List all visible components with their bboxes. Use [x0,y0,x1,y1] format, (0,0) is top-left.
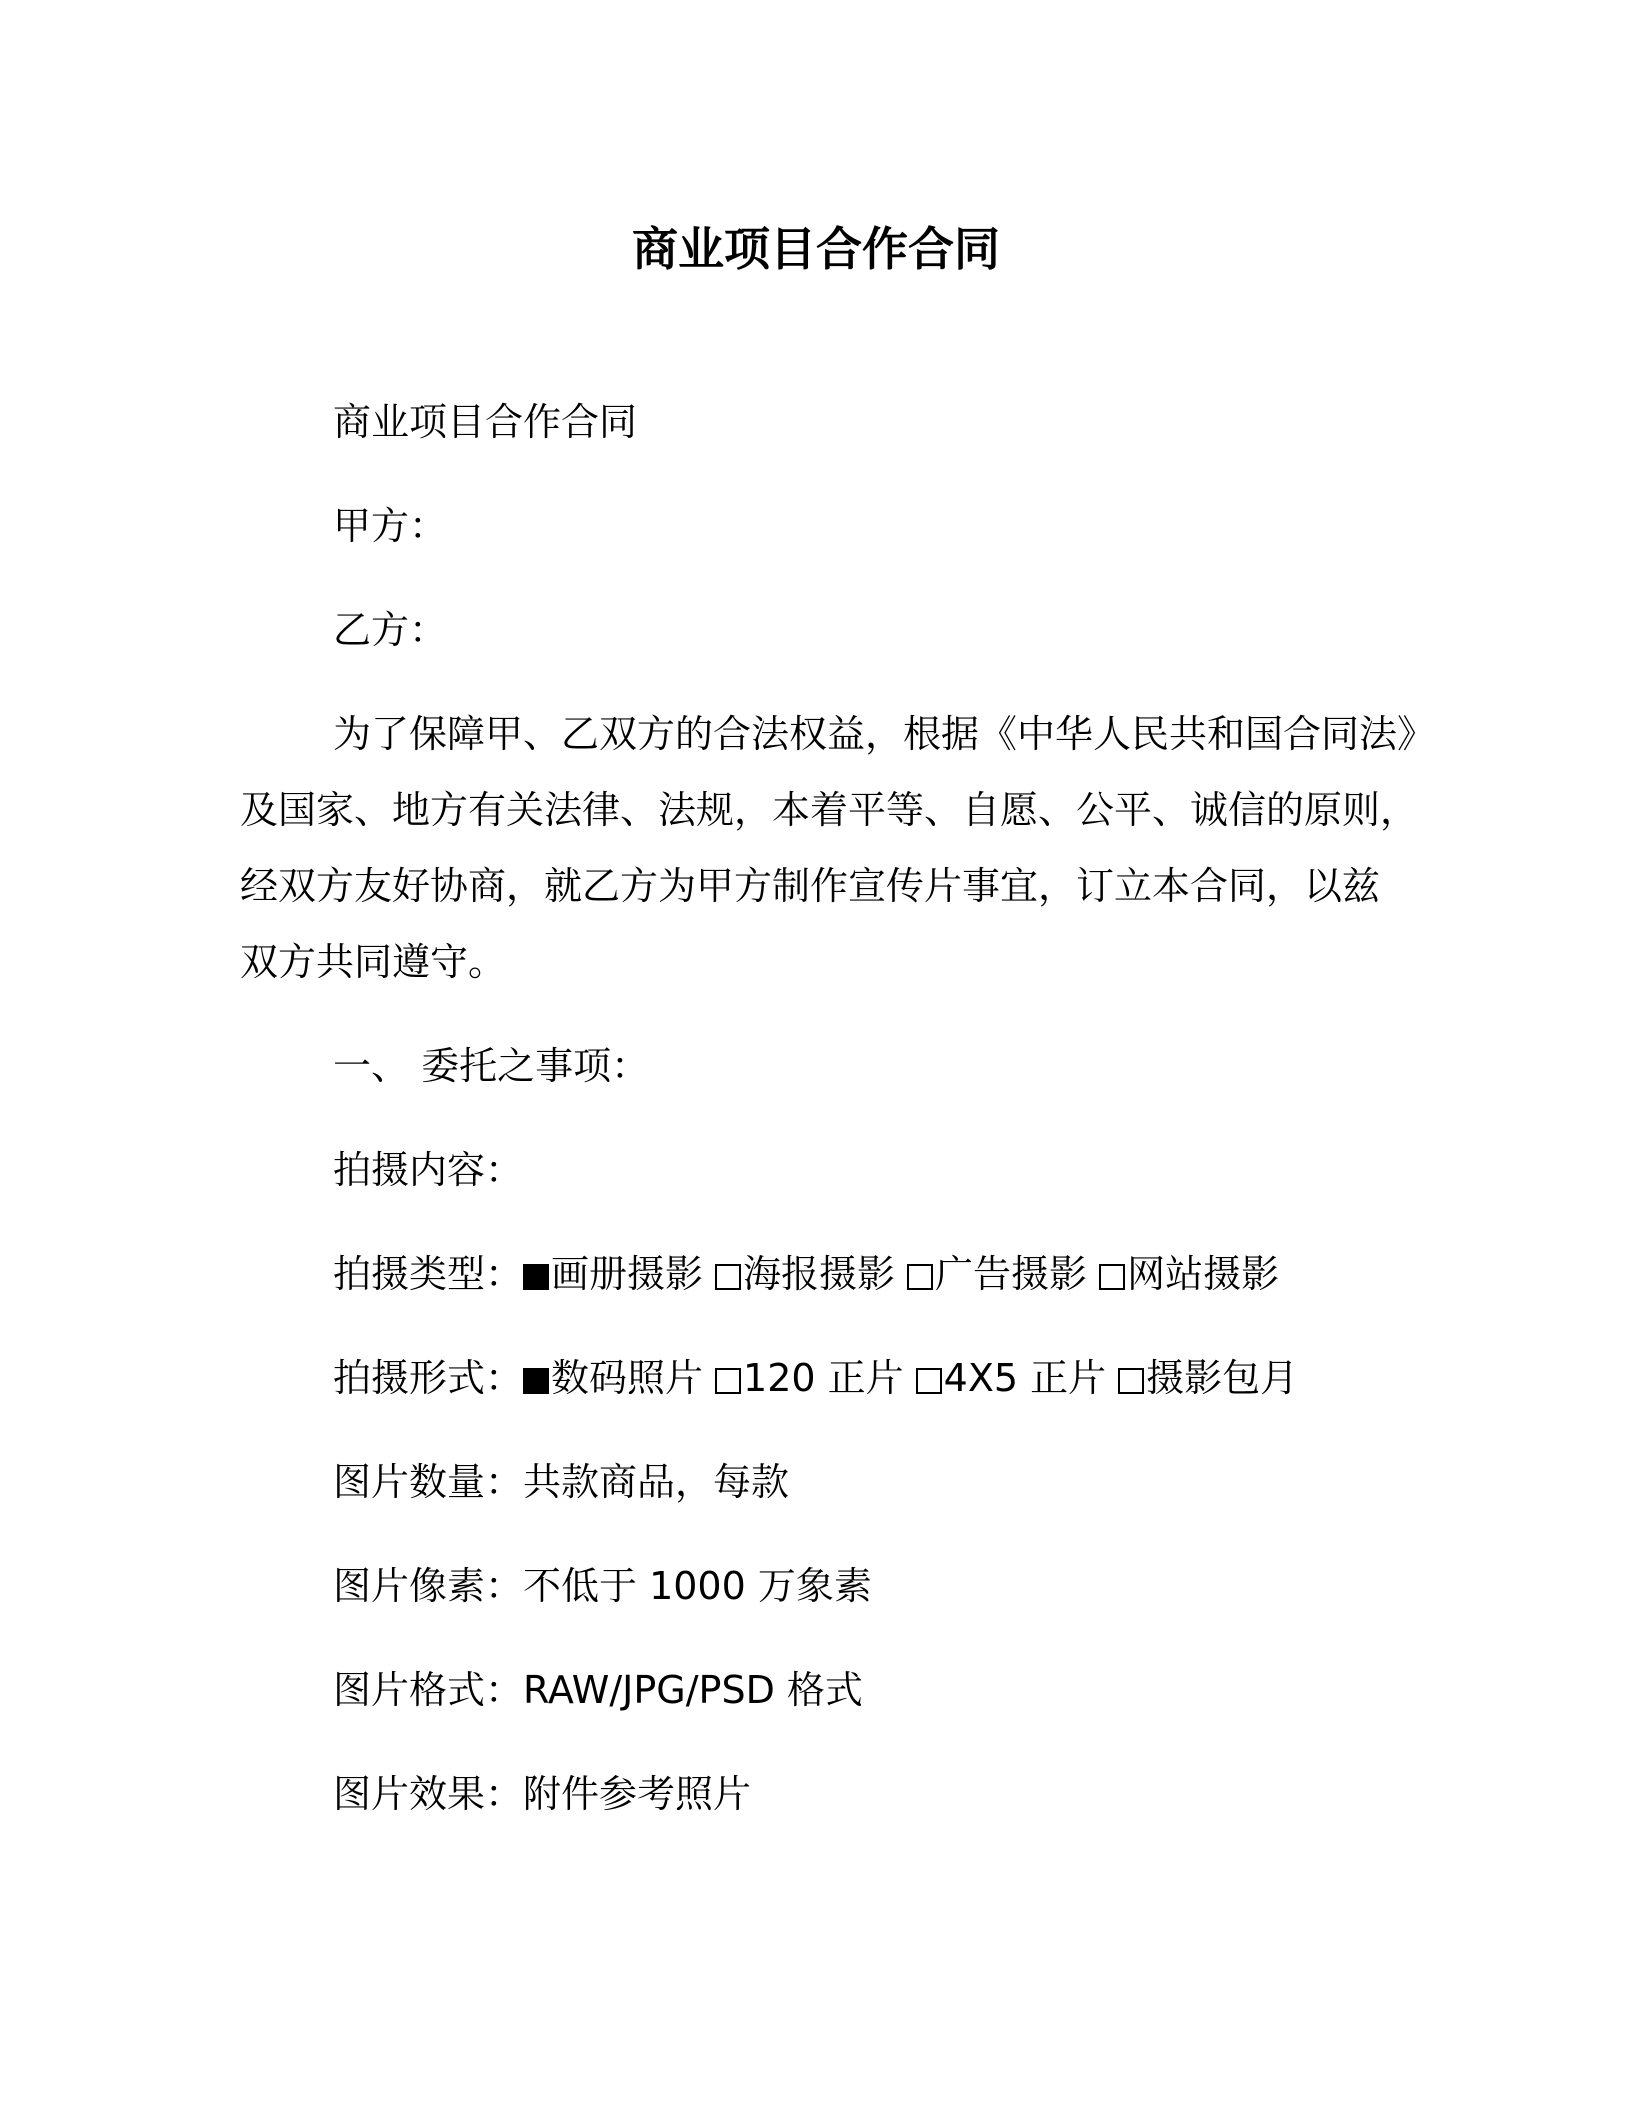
preamble-line-4: 双方共同遵守。 [240,940,507,984]
unchecked-box-icon[interactable] [1099,1264,1125,1290]
document-subtitle: 商业项目合作合同 [333,400,638,444]
unchecked-box-icon[interactable] [916,1368,942,1394]
shoot-type-option-album[interactable] [523,1252,703,1296]
shoot-form-option-120[interactable] [715,1356,904,1400]
unchecked-box-icon[interactable] [907,1264,933,1290]
document-title: 商业项目合作合同 [632,222,1000,276]
option-label: 海报摄影 [743,1252,896,1296]
option-label: 120 正片 [743,1356,904,1400]
option-label: 画册摄影 [551,1252,704,1296]
option-label: 网站摄影 [1127,1252,1280,1296]
option-label: 摄影包月 [1146,1356,1299,1400]
shoot-type-row [333,1248,1279,1300]
image-pixels-line: 图片像素：不低于 1000 万象素 [333,1564,872,1608]
shoot-form-option-digital[interactable] [523,1356,703,1400]
option-label: 数码照片 [551,1356,704,1400]
unchecked-box-icon[interactable] [715,1368,741,1394]
party-a-label: 甲方： [333,504,448,548]
checked-box-icon[interactable] [523,1264,549,1290]
shoot-form-option-4x5[interactable] [916,1356,1106,1400]
shoot-content-label: 拍摄内容： [333,1148,524,1192]
image-effect-line: 图片效果：附件参考照片 [333,1772,752,1816]
unchecked-box-icon[interactable] [1118,1368,1144,1394]
section-1-heading: 一、 委托之事项： [333,1044,650,1088]
shoot-type-option-web[interactable] [1099,1252,1279,1296]
shoot-type-option-ad[interactable] [907,1252,1087,1296]
preamble-line-3: 经双方友好协商，就乙方为甲方制作宣传片事宜，订立本合同，以兹 [240,864,1381,908]
shoot-type-label: 拍摄类型： [333,1252,524,1296]
image-count-line: 图片数量：共款商品，每款 [333,1460,790,1504]
shoot-form-option-monthly[interactable] [1118,1356,1298,1400]
unchecked-box-icon[interactable] [715,1264,741,1290]
preamble-line-2: 及国家、地方有关法律、法规，本着平等、自愿、公平、诚信的原则， [240,788,1419,832]
shoot-form-label: 拍摄形式： [333,1356,524,1400]
checked-box-icon[interactable] [523,1368,549,1394]
party-b-label: 乙方： [333,608,448,652]
shoot-form-row [333,1352,1298,1404]
shoot-type-option-poster[interactable] [715,1252,895,1296]
option-label: 广告摄影 [935,1252,1088,1296]
preamble-line-1: 为了保障甲、乙双方的合法权益，根据《中华人民共和国合同法》 [333,712,1436,756]
image-format-line: 图片格式：RAW/JPG/PSD 格式 [333,1668,863,1712]
option-label: 4X5 正片 [943,1356,1107,1400]
